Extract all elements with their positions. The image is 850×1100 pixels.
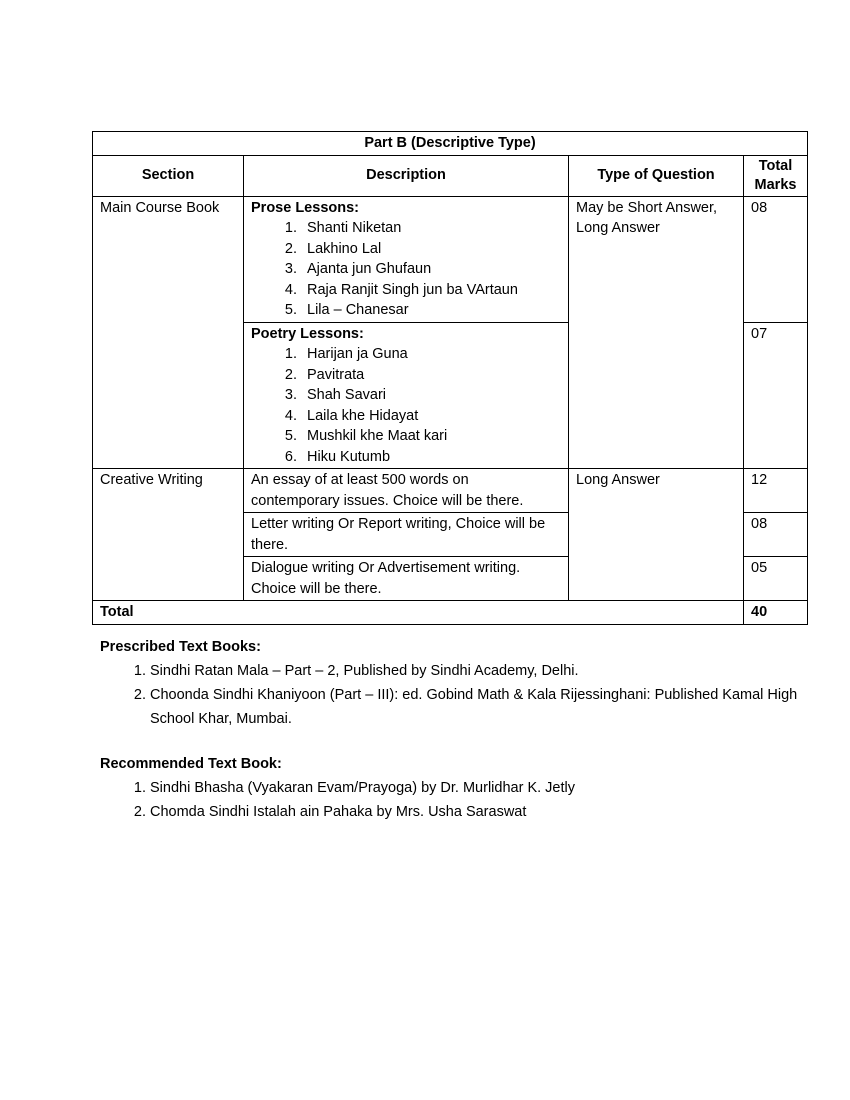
type-creative-writing: Long Answer [569, 469, 744, 601]
list-item: 5. Mushkil khe Maat kari [301, 426, 561, 447]
section-creative-writing: Creative Writing [93, 469, 244, 601]
prose-heading: Prose Lessons: [251, 199, 359, 216]
table-row [93, 469, 808, 513]
total-label: Total [93, 601, 744, 625]
list-item: 4. Laila khe Hidayat [301, 406, 561, 427]
prose-list [251, 218, 561, 321]
recommended-heading: Recommended Text Book: [100, 756, 282, 772]
prescribed-list [100, 659, 800, 731]
prose-cell [244, 196, 569, 322]
total-marks: 40 [744, 601, 808, 625]
header-total-marks: Total Marks [744, 155, 808, 196]
header-type: Type of Question [569, 155, 744, 196]
marks-letter: 08 [744, 513, 808, 557]
poetry-list [251, 344, 561, 467]
recommended-books [100, 752, 800, 824]
list-item: 3. Shah Savari [301, 385, 561, 406]
table-caption: Part B (Descriptive Type) [93, 132, 808, 156]
list-item: 1. Sindhi Ratan Mala – Part – 2, Published by Sindhi Academy, Delhi. [150, 659, 800, 683]
list-item: 1. Shanti Niketan [301, 218, 561, 239]
creative-desc-letter: Letter writing Or Report writing, Choice will be there. [244, 513, 569, 557]
list-item: 3. Ajanta jun Ghufaun [301, 259, 561, 280]
poetry-heading: Poetry Lessons: [251, 325, 364, 342]
prescribed-heading: Prescribed Text Books: [100, 639, 261, 655]
list-item: 2. Chomda Sindhi Istalah ain Pahaka by Mrs. Usha Saraswat [150, 800, 800, 824]
total-row [93, 601, 808, 625]
poetry-cell [244, 322, 569, 469]
list-item: 1. Sindhi Bhasha (Vyakaran Evam/Prayoga) by Dr. Murlidhar K. Jetly [150, 776, 800, 800]
creative-desc-dialogue: Dialogue writing Or Advertisement writing. Choice will be there. [244, 557, 569, 601]
header-row [93, 155, 808, 196]
marks-prose: 08 [744, 196, 808, 322]
creative-desc-essay: An essay of at least 500 words on contemporary issues. Choice will be there. [244, 469, 569, 513]
prescribed-books [100, 635, 800, 731]
list-item: 6. Hiku Kutumb [301, 447, 561, 468]
recommended-list [100, 776, 800, 824]
section-main-course: Main Course Book [93, 196, 244, 469]
caption-row [93, 132, 808, 156]
table-row [93, 196, 808, 322]
list-item: 4. Raja Ranjit Singh jun ba VArtaun [301, 280, 561, 301]
marks-dialogue: 05 [744, 557, 808, 601]
list-item: 2. Choonda Sindhi Khaniyoon (Part – III): ed. Gobind Math & Kala Rijessinghani: Published Kamal High School Khar, Mumbai. [150, 683, 800, 731]
list-item: 1. Harijan ja Guna [301, 344, 561, 365]
header-section: Section [93, 155, 244, 196]
list-item: 2. Pavitrata [301, 365, 561, 386]
list-item: 2. Lakhino Lal [301, 239, 561, 260]
header-description: Description [244, 155, 569, 196]
list-item: 5. Lila – Chanesar [301, 300, 561, 321]
syllabus-table [92, 131, 808, 625]
marks-poetry: 07 [744, 322, 808, 469]
marks-essay: 12 [744, 469, 808, 513]
type-main-course: May be Short Answer, Long Answer [569, 196, 744, 469]
